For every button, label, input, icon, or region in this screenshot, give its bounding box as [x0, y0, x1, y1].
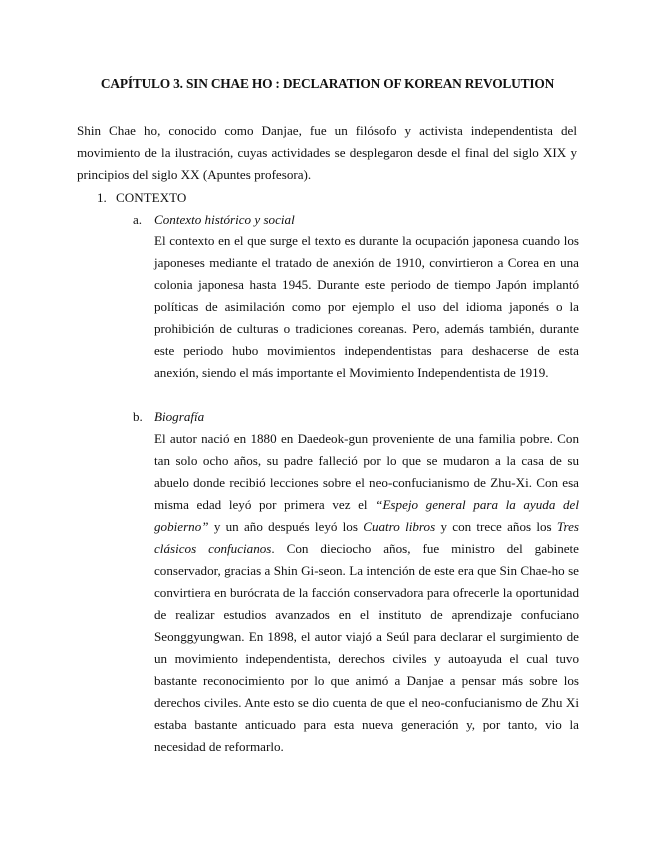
- book-title: “Espejo general para la ayuda del gobierno”: [154, 497, 579, 534]
- biography-paragraph: [154, 428, 579, 758]
- subsection-letter: b.: [133, 409, 143, 424]
- subsection-heading-historical-context: [133, 209, 295, 231]
- section-number: 1.: [97, 190, 107, 205]
- subsection-title: Contexto histórico y social: [154, 212, 295, 227]
- biography-text: . Con dieciocho años, fue ministro del gabinete conservador, gracias a Shin Gi-seon. La intención de este era que Sin Chae-ho se convirtiera en burócrata de la facción conservadora para ofrecerle la oportunidad de realizar estudios avanzados en el instituto de aprendizaje confuciano Seonggyungwan. En 1898, el autor viajó a Seúl para declarar el surgimiento de un movimiento independentista, derechos civiles y autoayuda el cual tuvo bastante reconocimiento por lo que animó a Danjae a pensar más sobre los derechos civiles. Ante esto se dio cuenta de que el neo-confucianismo de Zhu Xi estaba bastante anticuado para esta nueva generación y, por tanto, vio la necesidad de reformarlo.: [154, 541, 579, 754]
- intro-paragraph: Shin Chae ho, conocido como Danjae, fue un filósofo y activista independentista del movimiento de la ilustración, cuyas actividades se desplegaron desde el final del siglo XIX y principios del siglo XX (Apuntes profesora).: [77, 123, 577, 182]
- book-title: Tres clásicos confucianos: [154, 519, 579, 556]
- biography-text: El autor nació en 1880 en Daedeok-gun proveniente de una familia pobre. Con tan solo ocho años, su padre falleció por lo que se mudaron a la casa de su abuelo donde recibió lecciones sobre el neo-confucianismo de Zhu-Xi. Con esa misma edad leyó por primera vez el: [154, 431, 579, 512]
- section-heading-contexto: [97, 187, 186, 209]
- biography-text: y un año después leyó los: [208, 519, 364, 534]
- book-title: Cuatro libros: [363, 519, 436, 534]
- biography-text: y con trece años los: [435, 519, 557, 534]
- chapter-title: CAPÍTULO 3. SIN CHAE HO : DECLARATION OF KOREAN REVOLUTION: [100, 76, 555, 91]
- historical-context-paragraph: El contexto en el que surge el texto es durante la ocupación japonesa cuando los japoneses mediante el tratado de anexión de 1910, convirtieron a Corea en una colonia japonesa hasta 1945. Durante este periodo de tiempo Japón implantó políticas de asimilación como por ejemplo el uso del idioma japonés o la prohibición de culturas o tradiciones coreanas. Pero, además también, durante este periodo hubo movimientos independentistas para deshacerse de esta anexión, siendo el más importante el Movimiento Independentista de 1919.: [154, 233, 579, 380]
- subsection-title: Biografía: [154, 409, 205, 424]
- subsection-heading-biography: [133, 406, 204, 428]
- section-title: CONTEXTO: [116, 190, 187, 205]
- subsection-letter: a.: [133, 212, 143, 227]
